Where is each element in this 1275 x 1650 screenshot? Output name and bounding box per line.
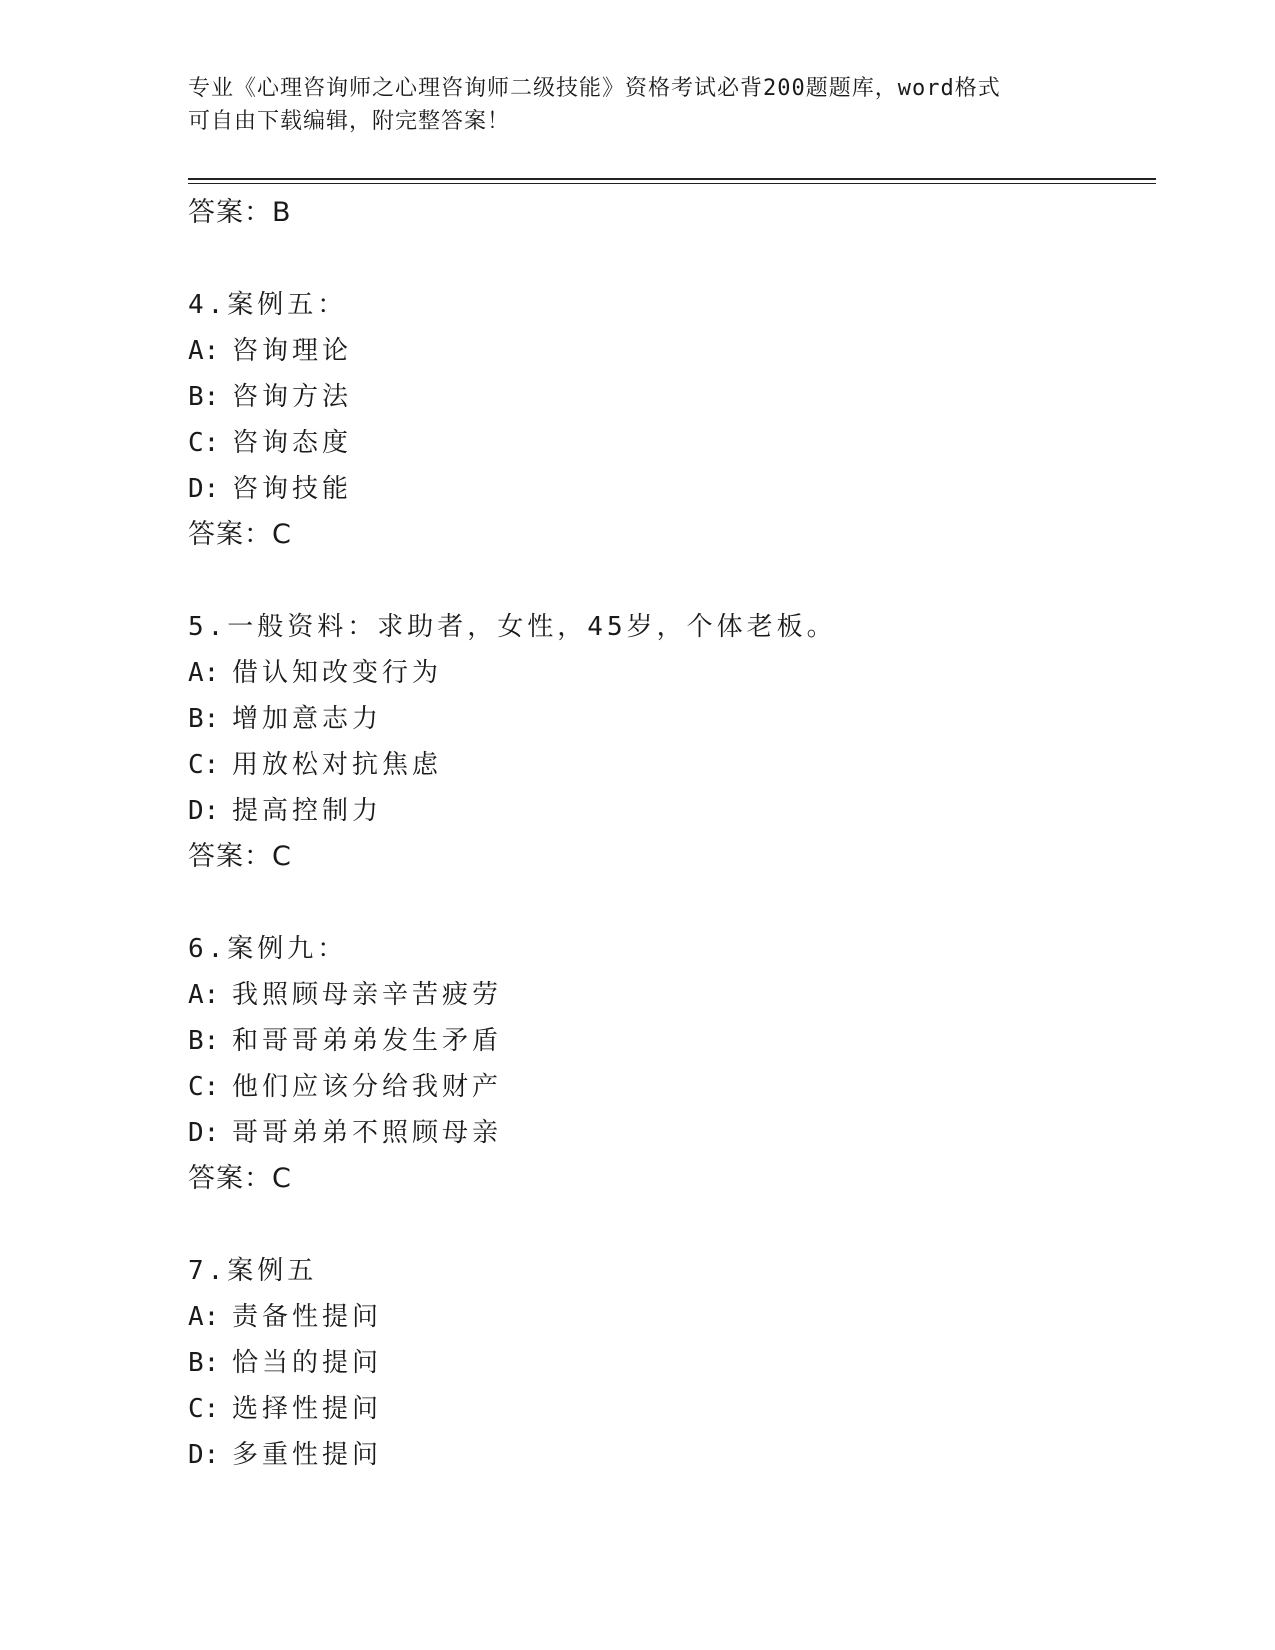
option-text: 用放松对抗焦虑 [232, 750, 443, 780]
question-7 [188, 1248, 1148, 1478]
option-d [188, 1110, 1148, 1156]
option-text: 咨询态度 [232, 428, 353, 458]
document-body [188, 190, 1148, 1524]
option-b [188, 696, 1148, 742]
option-text: 哥哥弟弟不照顾母亲 [232, 1118, 503, 1148]
option-d [188, 1432, 1148, 1478]
option-text: 增加意志力 [232, 704, 383, 734]
answer-previous: 答案：B [188, 197, 292, 228]
option-letter: D: [188, 474, 220, 504]
option-letter: A: [188, 980, 220, 1010]
option-letter: A: [188, 1302, 220, 1332]
document-header [188, 72, 1088, 138]
option-text: 多重性提问 [232, 1440, 383, 1470]
option-letter: A: [188, 658, 220, 688]
option-letter: C: [188, 750, 220, 780]
option-b [188, 374, 1148, 420]
option-d [188, 466, 1148, 512]
option-letter: B: [188, 1026, 220, 1056]
option-letter: B: [188, 1348, 220, 1378]
option-letter: D: [188, 1118, 220, 1148]
option-a [188, 650, 1148, 696]
option-b [188, 1018, 1148, 1064]
question-5 [188, 604, 1148, 880]
option-text: 咨询理论 [232, 336, 353, 366]
option-text: 选择性提问 [232, 1394, 383, 1424]
option-c [188, 1386, 1148, 1432]
option-letter: D: [188, 796, 220, 826]
option-letter: D: [188, 1440, 220, 1470]
option-a [188, 972, 1148, 1018]
option-letter: C: [188, 1394, 220, 1424]
option-text: 咨询方法 [232, 382, 353, 412]
question-stem: 7.案例五 [188, 1256, 318, 1286]
option-text: 提高控制力 [232, 796, 383, 826]
header-rule-thin [188, 183, 1156, 184]
question-stem: 5.一般资料：求助者，女性，45岁，个体老板。 [188, 612, 837, 642]
option-a [188, 1294, 1148, 1340]
option-text: 恰当的提问 [232, 1348, 383, 1378]
option-text: 和哥哥弟弟发生矛盾 [232, 1026, 503, 1056]
header-line-1: 专业《心理咨询师之心理咨询师二级技能》资格考试必背200题题库，word格式 [188, 76, 1001, 101]
option-c [188, 742, 1148, 788]
option-letter: C: [188, 428, 220, 458]
header-line-2: 可自由下载编辑，附完整答案！ [188, 109, 511, 134]
option-text: 责备性提问 [232, 1302, 383, 1332]
option-b [188, 1340, 1148, 1386]
option-letter: A: [188, 336, 220, 366]
header-rule-thick [188, 178, 1156, 180]
option-text: 咨询技能 [232, 474, 353, 504]
question-6 [188, 926, 1148, 1202]
question-answer: 答案：C [188, 841, 292, 872]
option-a [188, 328, 1148, 374]
option-c [188, 1064, 1148, 1110]
option-letter: C: [188, 1072, 220, 1102]
question-4 [188, 282, 1148, 558]
question-answer: 答案：C [188, 1163, 292, 1194]
option-text: 他们应该分给我财产 [232, 1072, 503, 1102]
option-letter: B: [188, 704, 220, 734]
question-answer: 答案：C [188, 519, 292, 550]
question-stem: 6.案例九： [188, 934, 348, 964]
option-letter: B: [188, 382, 220, 412]
option-text: 借认知改变行为 [232, 658, 443, 688]
option-c [188, 420, 1148, 466]
option-text: 我照顾母亲辛苦疲劳 [232, 980, 503, 1010]
question-stem: 4.案例五： [188, 290, 348, 320]
option-d [188, 788, 1148, 834]
